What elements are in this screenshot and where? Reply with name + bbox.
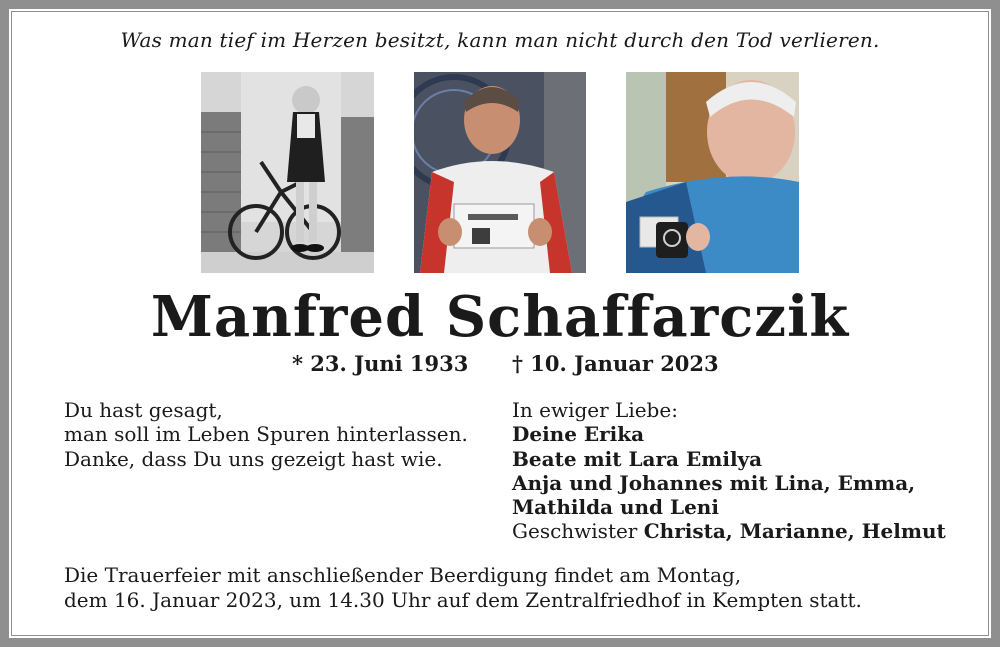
verse-line: man soll im Leben Spuren hinterlassen.: [64, 422, 468, 447]
birth-date: * 23. Juni 1933: [292, 351, 469, 376]
verse-block: [64, 398, 468, 471]
death-date: † 10. Januar 2023: [512, 351, 719, 376]
mourner-line: Deine Erika: [512, 422, 645, 447]
siblings-names: Christa, Marianne, Helmut: [643, 519, 946, 544]
child-with-bicycle-photo: [201, 72, 374, 273]
deceased-name: Manfred Schaffarczik: [150, 284, 850, 350]
funeral-notice-line: Die Trauerfeier mit anschließender Beerdigung findet am Montag,: [64, 563, 742, 587]
verse-line: Du hast gesagt,: [64, 398, 223, 422]
mourner-line: Mathilda und Leni: [512, 495, 719, 520]
mourner-line: Anja und Johannes mit Lina, Emma,: [512, 470, 916, 495]
funeral-notice-line: dem 16. Januar 2023, um 14.30 Uhr auf dem Zentralfriedhof in Kempten statt.: [64, 588, 862, 612]
mourners-intro: In ewiger Liebe:: [512, 398, 678, 422]
cyclist-photo: [414, 72, 586, 273]
elderly-man-with-mug-photo: [626, 72, 799, 273]
mourners-block: [512, 398, 946, 544]
motto-quote: Was man tief im Herzen besitzt, kann man nicht durch den Tod verlieren.: [120, 28, 880, 52]
siblings-label: Geschwister: [512, 519, 638, 544]
siblings-line: [512, 519, 946, 543]
funeral-notice: [64, 563, 862, 613]
verse-line: Danke, dass Du uns gezeigt hast wie.: [64, 446, 443, 471]
mourner-line: Beate mit Lara Emilya: [512, 446, 763, 471]
